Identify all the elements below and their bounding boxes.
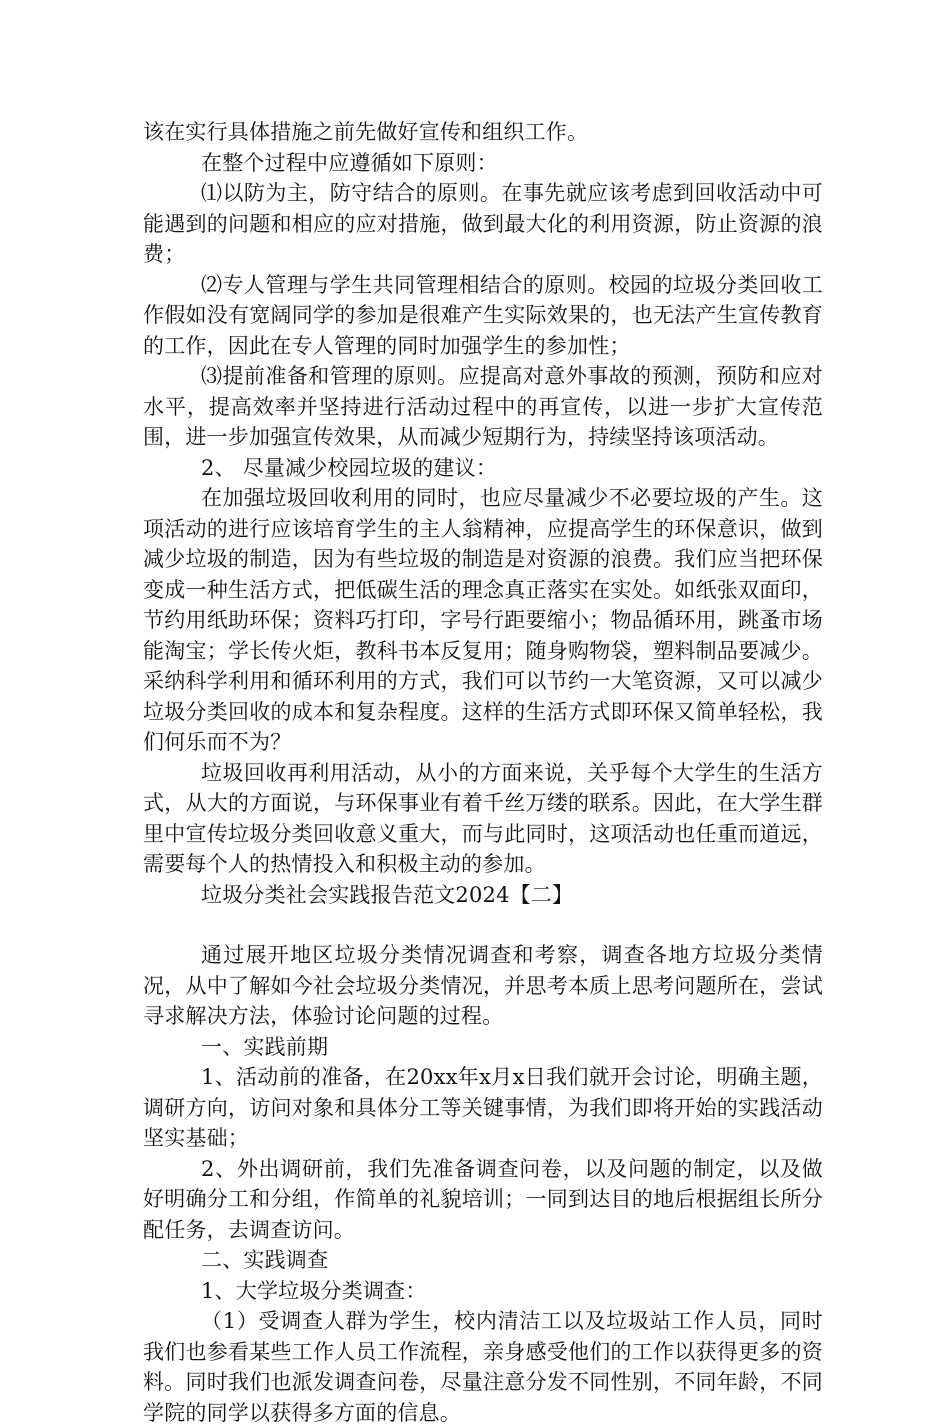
document-body	[143, 117, 823, 1428]
section-heading: 二、实践调查	[201, 1248, 329, 1272]
article-title: 垃圾分类社会实践报告范文2024【二】	[201, 882, 574, 907]
paragraph: 1、活动前的准备，在20xx年x月x日我们就开会讨论，明确主题，调研方向，访问对象和具体分工等关键事情，为我们即将开始的实践活动坚实基础；	[143, 1065, 823, 1150]
section-heading: 2、 尽量减少校园垃圾的建议：	[201, 455, 498, 480]
section-heading: 一、实践前期	[201, 1034, 329, 1059]
paragraph: （1）受调查人群为学生，校内清洁工以及垃圾站工作人员，同时我们也参看某些工作人员工作流程，亲身感受他们的工作以获得更多的资料。同时我们也派发调查问卷，尽量注意分发不同性别，不同年龄，不同学院的同学以获得多方面的信息。	[143, 1309, 823, 1425]
blank-line	[143, 910, 823, 940]
paragraph: 通过展开地区垃圾分类情况调查和考察，调查各地方垃圾分类情况，从中了解如今社会垃圾分类情况，并思考本质上思考问题所在，尝试寻求解决方法，体验讨论问题的过程。	[143, 943, 823, 1028]
paragraph: ⑵专人管理与学生共同管理相结合的原则。校园的垃圾分类回收工作假如没有宽阔同学的参加是很难产生实际效果的，也无法产生宣传教育的工作，因此在专人管理的同时加强学生的参加性；	[143, 272, 823, 358]
paragraph: ⑴以防为主，防守结合的原则。在事先就应该考虑到回收活动中可能遇到的问题和相应的应对措施，做到最大化的利用资源，防止资源的浪费；	[143, 181, 823, 266]
paragraph: 该在实行具体措施之前先做好宣传和组织工作。	[143, 120, 589, 144]
paragraph: 在整个过程中应遵循如下原则：	[201, 150, 498, 175]
paragraph: 在加强垃圾回收利用的同时，也应尽量减少不必要垃圾的产生。这项活动的进行应该培育学生的主人翁精神，应提高学生的环保意识，做到减少垃圾的制造，因为有些垃圾的制造是对资源的浪费。我们应当把环保变成一种生活方式，把低碳生活的理念真正落实在实处。如纸张双面印，节约用纸助环保；资料巧打印，字号行距要缩小；物品循环用，跳蚤市场能淘宝；学长传火炬，教科书本反复用；随身购物袋，塑料制品要减少。采纳科学利用和循环利用的方式，我们可以节约一大笔资源，又可以减少垃圾分类回收的成本和复杂程度。这样的生活方式即环保又简单轻松，我们何乐而不为？	[143, 486, 823, 754]
paragraph: 2、外出调研前，我们先准备调查问卷，以及问题的制定，以及做好明确分工和分组，作简单的礼貌培训；一同到达目的地后根据组长所分配任务，去调查访问。	[143, 1156, 823, 1242]
paragraph: ⑶提前准备和管理的原则。应提高对意外事故的预测，预防和应对水平，提高效率并坚持进行活动过程中的再宣传，以进一步扩大宣传范围，进一步加强宣传效果，从而减少短期行为，持续坚持该项活动。	[143, 364, 823, 449]
paragraph: 垃圾回收再利用活动，从小的方面来说，关乎每个大学生的生活方式，从大的方面说，与环保事业有着千丝万缕的联系。因此，在大学生群里中宣传垃圾分类回收意义重大，而与此同时，这项活动也任重而道远，需要每个人的热情投入和积极主动的参加。	[143, 760, 823, 876]
subsection-heading: 1、大学垃圾分类调查：	[201, 1278, 427, 1303]
